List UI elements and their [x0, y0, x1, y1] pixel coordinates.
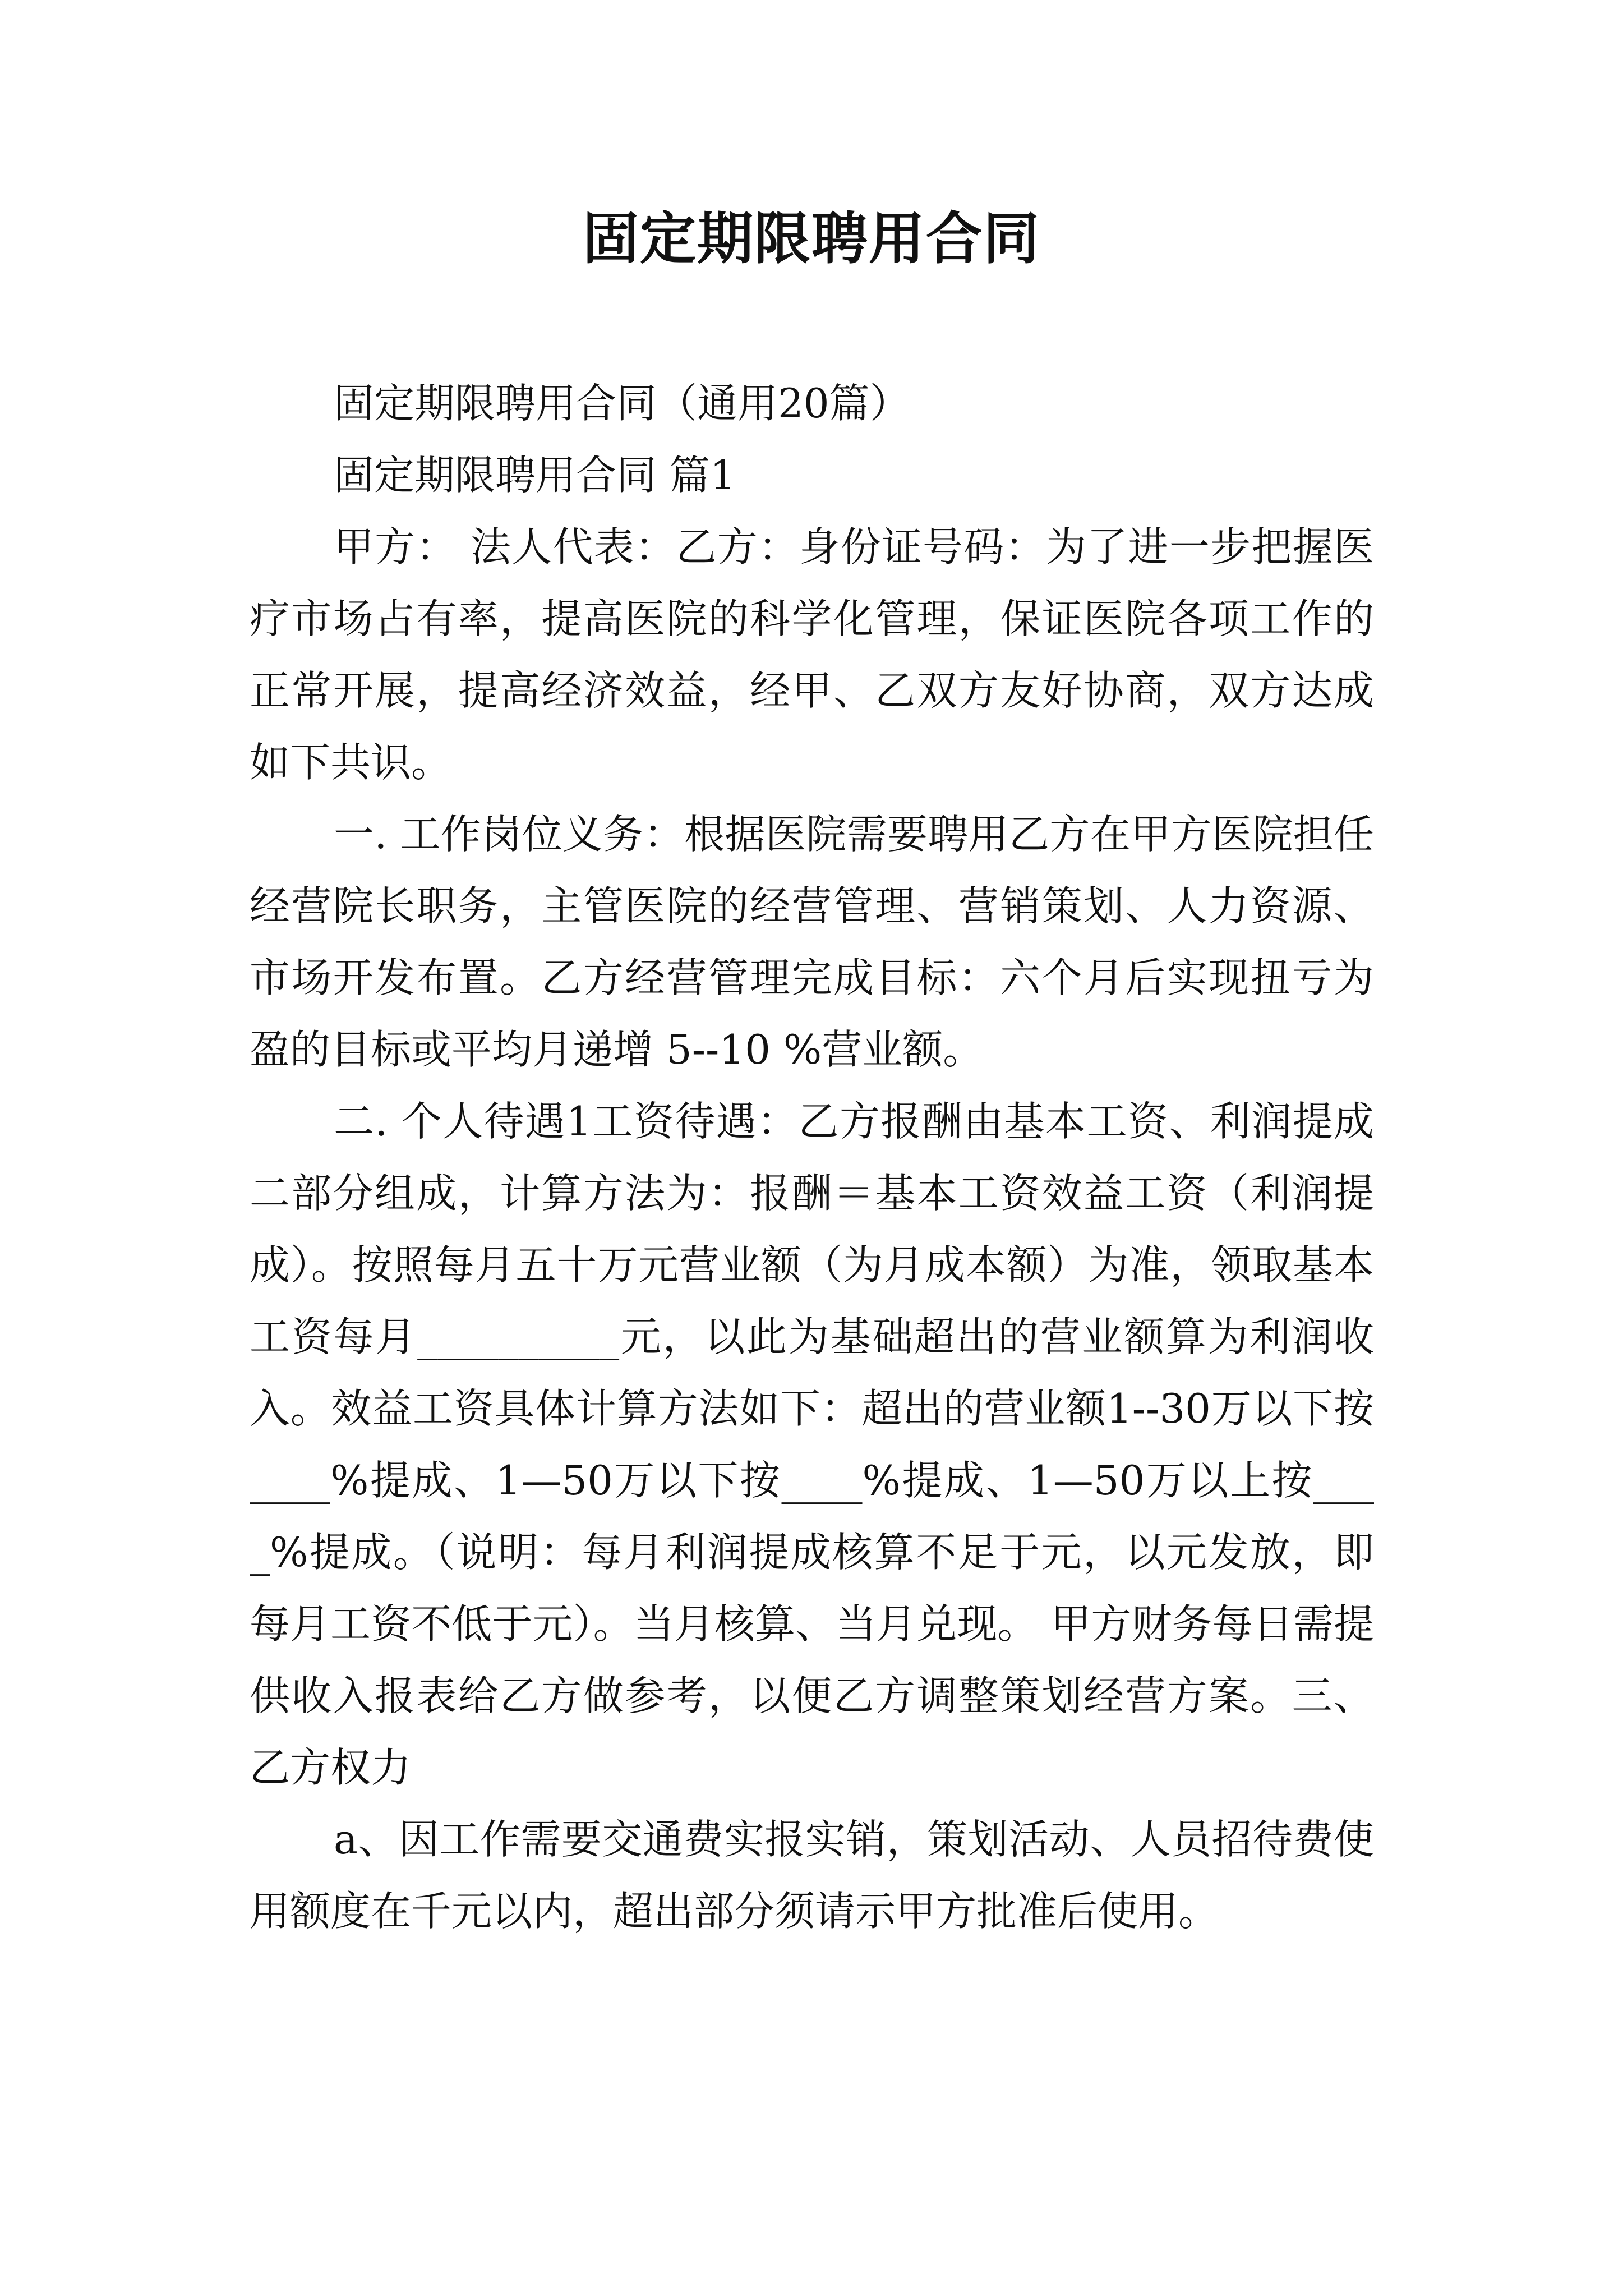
clause-two-paragraph: 二. 个人待遇1工资待遇：乙方报酬由基本工资、利润提成二部分组成，计算方法为：报酬＝基本工资效益工资（利润提成）。按照每月五十万元营业额（为月成本额）为准，领取基本工资每月__________元，以此为基础超出的营业额算为利润收入。效益工资具体计算方法如下：超出的营业额1--30万以下按____%提成、1—50万以下按____%提成、1—50万以上按____%提成。（说明：每月利润提成核算不足于元，以元发放，即每月工资不低于元）。当月核算、当月兑现。 甲方财务每日需提供收入报表给乙方做参考，以便乙方调整策划经营方案。三、乙方权力: [250, 1098, 1374, 1791]
clause-a-paragraph: a、因工作需要交通费实报实销，策划活动、人员招待费使用额度在千元以内，超出部分须请示甲方批准后使用。: [250, 1816, 1374, 1935]
document-body: [250, 367, 1374, 1947]
section-heading: 固定期限聘用合同 篇1: [334, 452, 736, 499]
document-title: 固定期限聘用合同: [583, 205, 1040, 272]
parties-paragraph: 甲方： 法人代表：乙方：身份证号码：为了进一步把握医疗市场占有率，提高医院的科学化管理，保证医院各项工作的正常开展，提高经济效益，经甲、乙双方友好协商，双方达成如下共识。: [250, 523, 1374, 786]
clause-one-paragraph: 一. 工作岗位义务：根据医院需要聘用乙方在甲方医院担任经营院长职务，主管医院的经营管理、营销策划、人力资源、市场开发布置。乙方经营管理完成目标：六个月后实现扭亏为盈的目标或平均月递增 5--10 %营业额。: [250, 811, 1374, 1073]
subtitle-paragraph: 固定期限聘用合同（通用20篇）: [334, 380, 910, 427]
